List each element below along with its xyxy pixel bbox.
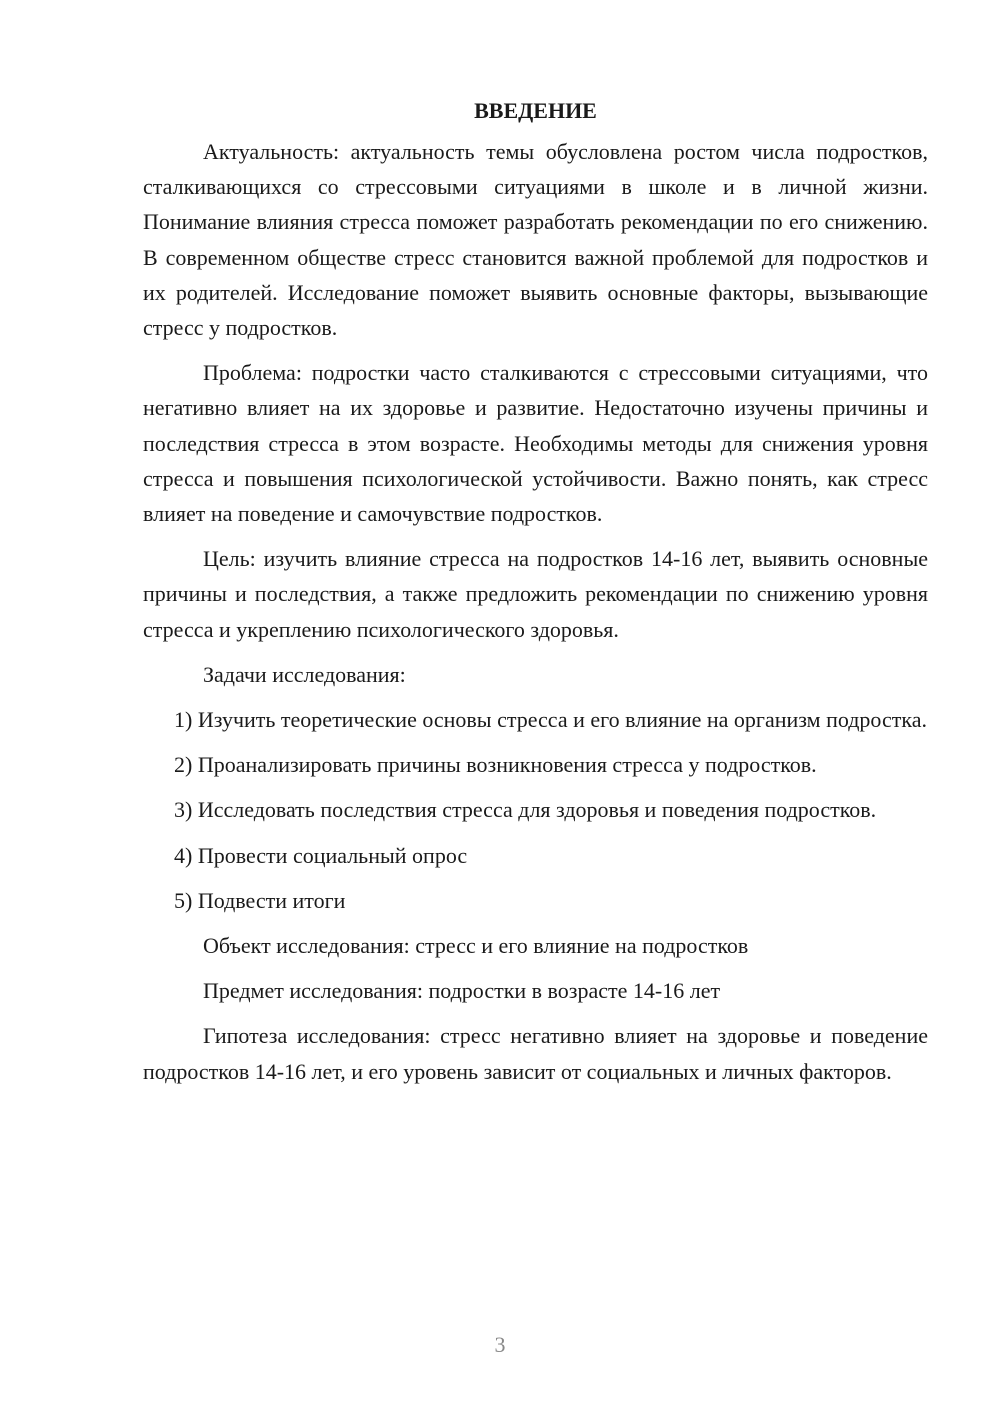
relevance-paragraph: Актуальность: актуальность темы обусловлена ростом числа подростков, сталкивающихся со стрессовыми ситуациями в школе и в личной жизни. Понимание влияния стресса поможет разработать рекомендации по его снижению. В современном обществе стресс становится важной проблемой для подростков и их родителей. Исследование поможет выявить основные факторы, вызывающие стресс у подростков.: [143, 139, 928, 341]
research-subject: Предмет исследования: подростки в возрасте 14-16 лет: [203, 978, 721, 1004]
task-item-5: 5) Подвести итоги: [174, 887, 346, 913]
page-number: 3: [494, 1332, 506, 1357]
research-hypothesis: Гипотеза исследования: стресс негативно влияет на здоровье и поведение подростков 14-16 лет, и его уровень зависит от социальных и личных факторов.: [143, 1023, 928, 1084]
page-title: ВВЕДЕНИЕ: [474, 98, 597, 123]
tasks-heading: Задачи исследования:: [203, 661, 406, 687]
problem-paragraph: Проблема: подростки часто сталкиваются с стрессовыми ситуациями, что негативно влияет на их здоровье и развитие. Недостаточно изучены причины и последствия стресса в этом возрасте. Необходимы методы для снижения уровня стресса и повышения психологической устойчивости. Важно понять, как стресс влияет на поведение и самочувствие подростков.: [143, 360, 928, 527]
task-item-1: 1) Изучить теоретические основы стресса и его влияние на организм подростка.: [174, 707, 927, 733]
task-item-2: 2) Проанализировать причины возникновения стресса у подростков.: [174, 752, 817, 778]
research-object: Объект исследования: стресс и его влияние на подростков: [203, 933, 749, 959]
goal-paragraph: Цель: изучить влияние стресса на подростков 14-16 лет, выявить основные причины и последствия, а также предложить рекомендации по снижению уровня стресса и укреплению психологического здоровья.: [143, 546, 928, 642]
task-item-4: 4) Провести социальный опрос: [174, 842, 468, 868]
task-item-3: 3) Исследовать последствия стресса для здоровья и поведения подростков.: [174, 797, 877, 823]
document-page: [143, 93, 928, 1089]
